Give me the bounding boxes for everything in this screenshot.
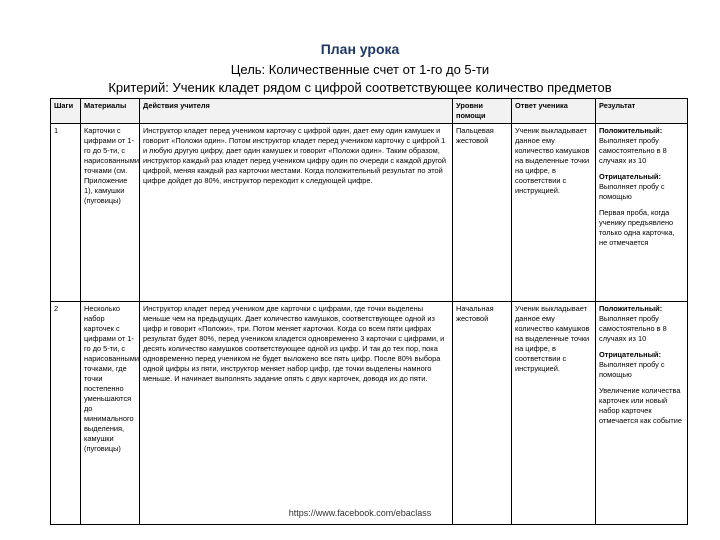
result-negative-text: Выполняет пробу с помощью xyxy=(599,182,665,201)
column-header-materials: Материалы xyxy=(81,99,140,124)
help-level-cell: Начальная жестовой xyxy=(453,302,512,525)
lesson-criterion: Критерий: Ученик кладет рядом с цифрой соответствующее количество предметов xyxy=(108,80,612,95)
student-response-cell: Ученик выкладывает данное ему количество камушков на выделенные точки на цифре, в соответствии с инструкцией. xyxy=(512,124,596,302)
source-url[interactable]: https://www.facebook.com/ebaclass xyxy=(288,508,432,518)
result-cell xyxy=(596,302,688,525)
table-row xyxy=(51,302,688,525)
column-header-steps: Шаги xyxy=(51,99,81,124)
result-note: Увеличение количества карточек или новый набор карточек отмечается как событие xyxy=(599,386,683,425)
result-positive-text: Выполняет пробу самостоятельно в 8 случаях из 10 xyxy=(599,136,667,165)
result-positive-title: Положительный: xyxy=(599,126,663,135)
table-row xyxy=(51,124,688,302)
step-cell: 1 xyxy=(51,124,81,302)
column-header-teacher-actions: Действия учителя xyxy=(140,99,453,124)
step-cell: 2 xyxy=(51,302,81,525)
result-positive-text: Выполняет пробу самостоятельно в 8 случаях из 10 xyxy=(599,314,667,343)
materials-cell: Несколько набор карточек с цифрами от 1-го до 5-ти, с нарисованными точками, где точки постепенно уменьшаются до минимального выделения, камушки (пуговицы) xyxy=(81,302,140,525)
column-header-help-levels: Уровни помощи xyxy=(453,99,512,124)
materials-cell: Карточки с цифрами от 1-го до 5-ти, с нарисованными точками (см. Приложение 1), камушки (пуговицы) xyxy=(81,124,140,302)
result-negative-title: Отрицательный: xyxy=(599,172,661,181)
result-cell xyxy=(596,124,688,302)
page-title: План урока xyxy=(320,41,400,57)
lesson-goal: Цель: Количественные счет от 1-го до 5-ти xyxy=(230,62,490,77)
table-header-row xyxy=(51,99,688,124)
column-header-student-response: Ответ ученика xyxy=(512,99,596,124)
teacher-actions-cell: Инструктор кладет перед учеником две карточки с цифрами, где точки выделены меньше чем на предыдущих. Дает количество камушков, соответствующее одной из цифр и говорит «Положи», три. Потом меняет карточки. Когда со всем пяти цифрах результат будет 80%, перед учеником кладется одновременно 3 карточки с цифрами, и десять количество камушков соответствующее одной из цифр. И так до тех пор, пока одновременно перед учеником не будет выложено все пять цифр. После 80% выбора одной цифры из пяти, инструктор меняет набор цифр, где точки выделены намного меньше. И начинает выполнять задание опять с двух карточек, доводя их до пяти. xyxy=(140,302,453,525)
result-negative-title: Отрицательный: xyxy=(599,350,661,359)
result-negative-text: Выполняет пробу с помощью xyxy=(599,360,665,379)
column-header-result: Результат xyxy=(596,99,688,124)
lesson-plan-table xyxy=(50,98,688,525)
student-response-cell: Ученик выкладывает данное ему количество камушков на выделенные точки на цифре, в соответствии с инструкцией. xyxy=(512,302,596,525)
result-note: Первая проба, когда ученику предъявлено только одна карточка, не отмечается xyxy=(599,208,675,247)
result-positive-title: Положительный: xyxy=(599,304,663,313)
help-level-cell: Пальцевая жестовой xyxy=(453,124,512,302)
teacher-actions-cell: Инструктор кладет перед учеником карточку с цифрой один, дает ему один камушек и говорит «Положи один». Потом инструктор кладет перед учеником карточку с цифрой 1 и любую другую цифру, дает один камушек и говорит «Положи один». Таким образом, инструктор каждый раз кладет перед учеником цифру один по очереди с каждой другой цифрой, меняя каждый раз карточки местами. Когда положительный результат по этой цифре дойдет до 80%, инструктор переходит к следующей цифре. xyxy=(140,124,453,302)
